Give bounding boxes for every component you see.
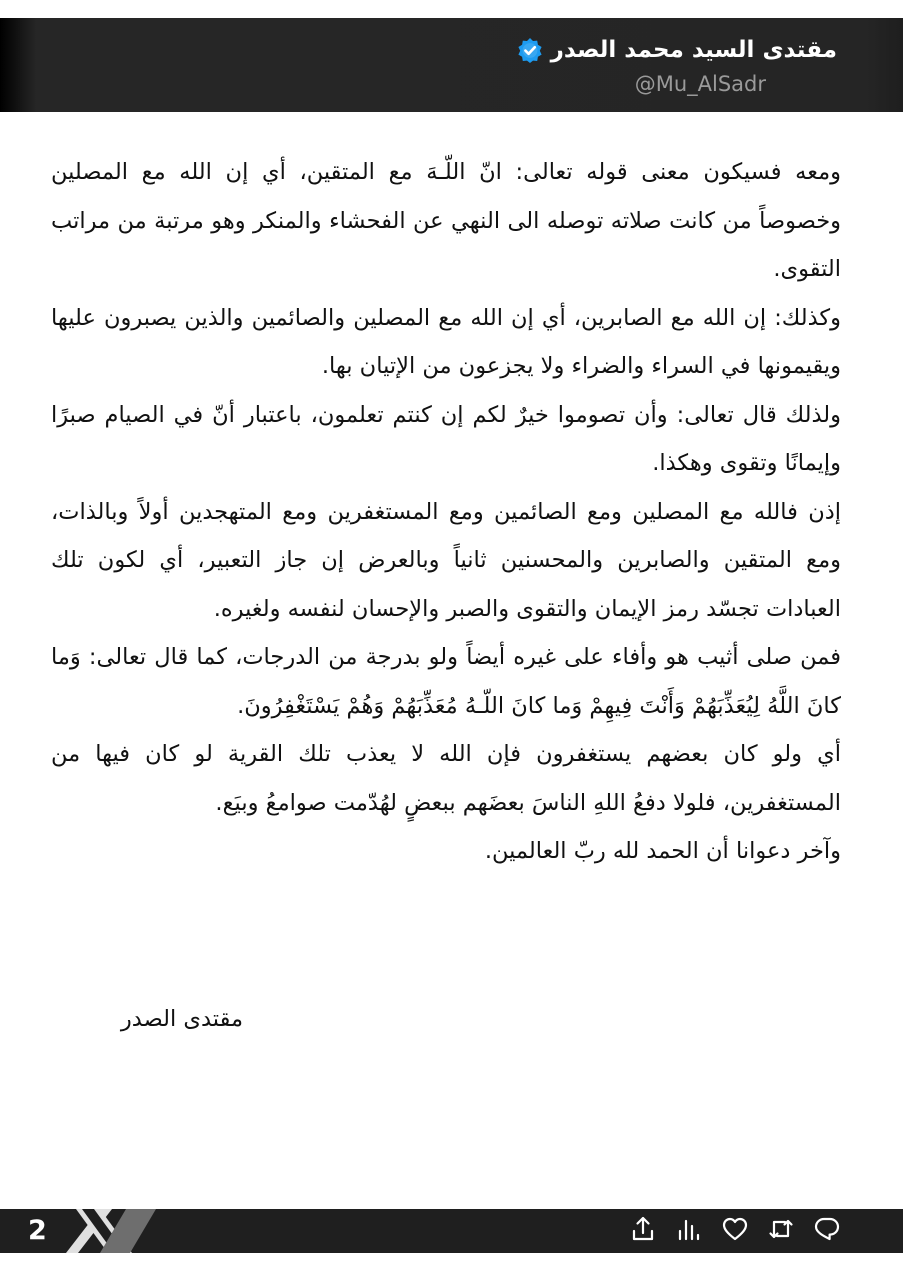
views-icon[interactable]: [675, 1215, 703, 1243]
post-paragraph: ومعه فسيكون معنى قوله تعالى: انّ اللّـهَ مع المتقين، أي إن الله مع المصلين وخصوصاً من كانت صلاته توصله الى النهي عن الفحشاء والمنكر وهو مرتبة من مراتب التقوى.: [51, 159, 841, 282]
post-header: [0, 18, 903, 112]
author-row[interactable]: [517, 32, 837, 68]
share-icon[interactable]: [629, 1215, 657, 1243]
post-paragraph: إذن فالله مع المصلين ومع الصائمين ومع المستغفرين ومع المتهجدين أولاً وبالذات، ومع المتقين والصابرين والمحسنين ثانياً وبالعرض إن جاز التعبير، أي لكون تلك العبادات تجسّد رمز الإيمان والتقوى والصبر والإحسان لنفسه ولغيره.: [51, 498, 841, 622]
post-footer: [0, 1209, 903, 1253]
post-paragraph: أي ولو كان بعضهم يستغفرون فإن الله لا يعذب تلك القرية لو كان فيها من المستغفرين، فلولا دفعُ اللهِ الناسَ بعضَهم ببعضٍ لهُدّمت صوامعُ وبيَع.: [51, 741, 841, 816]
repost-icon[interactable]: [767, 1215, 795, 1243]
like-icon[interactable]: [721, 1215, 749, 1243]
post-signature: مقتدى الصدر: [120, 1006, 243, 1032]
post-paragraph: فمن صلى أثيب هو وأفاء على غيره أيضاً ولو بدرجة من الدرجات، كما قال تعالى: وَما كانَ اللَّهُ لِيُعَذِّبَهُمْ وَأَنْتَ فِيهِمْ وَما كانَ اللّـهُ مُعَذِّبَهُمْ وَهُمْ يَسْتَغْفِرُونَ.: [51, 644, 841, 719]
author-display-name[interactable]: مقتدى السيد محمد الصدر: [550, 37, 837, 63]
reply-icon[interactable]: [813, 1215, 841, 1243]
post-actions: [629, 1215, 841, 1247]
post-body: [51, 148, 841, 876]
verified-badge-icon: [517, 37, 543, 63]
page-number: 2: [28, 1215, 47, 1246]
post-paragraph: وكذلك: إن الله مع الصابرين، أي إن الله مع المصلين والصائمين والذين يصبرون عليها ويقيمونها في السراء والضراء ولا يجزعون من الإتيان بها.: [51, 304, 841, 379]
author-handle[interactable]: @Mu_AlSadr: [634, 72, 766, 96]
post-paragraph: وآخر دعوانا أن الحمد لله ربّ العالمين.: [484, 838, 841, 864]
post-paragraph: ولذلك قال تعالى: وأن تصوموا خيرٌ لكم إن كنتم تعلمون، باعتبار أنّ في الصيام صبرًا وإيمانًا وتقوى وهكذا.: [51, 401, 841, 476]
x-logo-icon: [60, 1209, 160, 1253]
